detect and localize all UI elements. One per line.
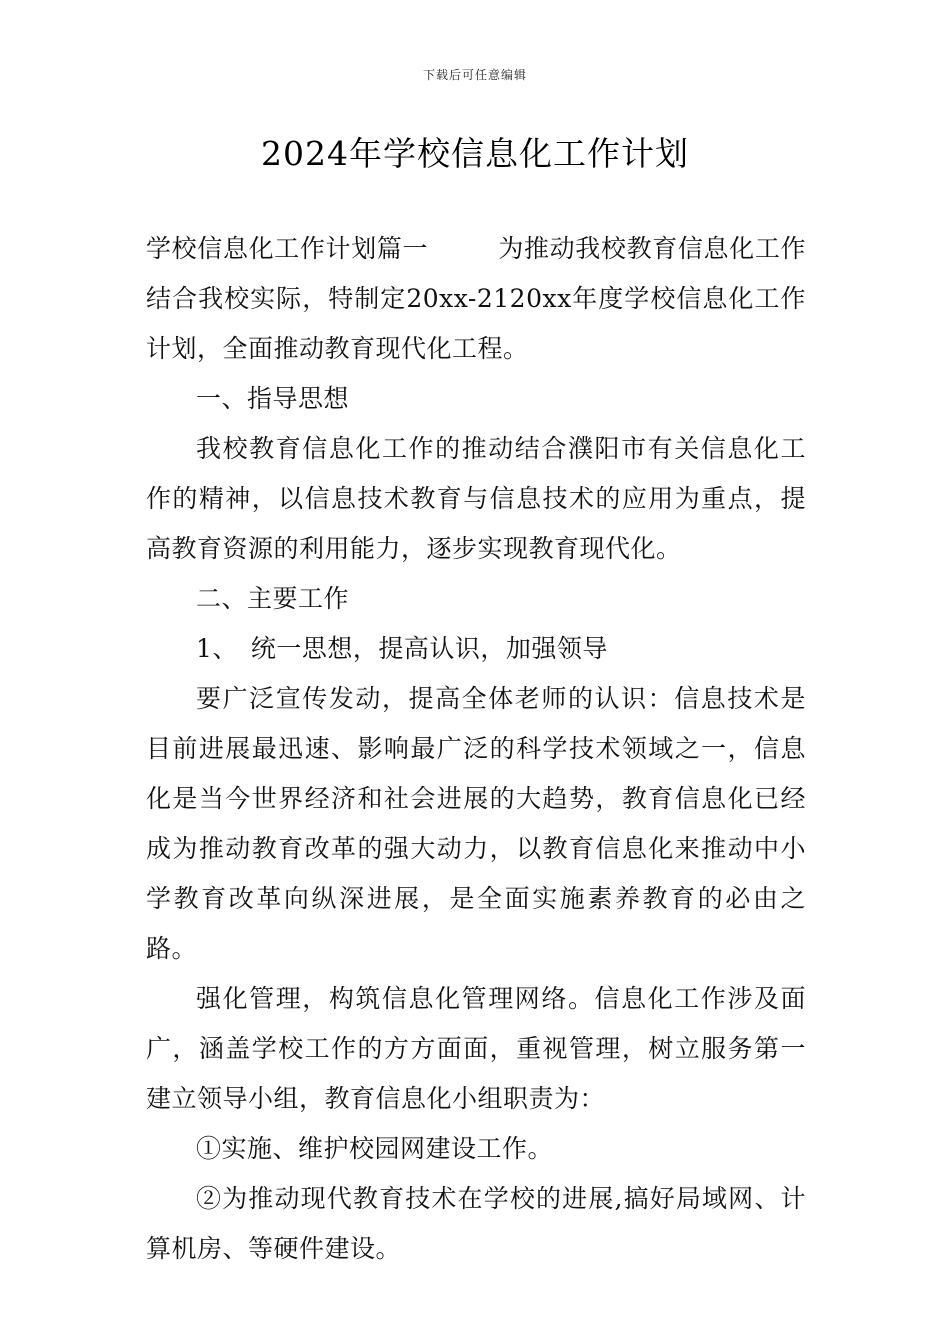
document-title: 2024年学校信息化工作计划 <box>261 134 689 173</box>
intro-heading: 学校信息化工作计划篇一 <box>146 234 429 263</box>
item1-heading: 1、 统一思想，提高认识，加强领导 <box>196 634 608 663</box>
header-note: 下载后可任意编辑 <box>422 68 527 82</box>
management-paragraph: 强化管理，构筑信息化管理网络。信息化工作涉及面广，涵盖学校工作的方方面面，重视管理，树立服务第一建立领导小组，教育信息化小组职责为： <box>146 984 806 1113</box>
section1-heading: 一、指导思想 <box>196 384 350 413</box>
intro-text: 为推动我校教育信息化工作结合我校实际，特制定20xx-2120xx年度学校信息化工作计划，全面推动教育现代化工程。 <box>146 234 806 363</box>
section1-paragraph: 我校教育信息化工作的推动结合濮阳市有关信息化工作的精神，以信息技术教育与信息技术的应用为重点，提高教育资源的利用能力，逐步实现教育现代化。 <box>146 434 806 563</box>
duty-item-2: ②为推动现代教育技术在学校的进展,搞好局域网、计算机房、等硬件建设。 <box>146 1184 806 1263</box>
section2-heading: 二、主要工作 <box>196 584 350 613</box>
duty-item-1: ①实施、维护校园网建设工作。 <box>196 1134 554 1163</box>
intro-paragraph <box>146 224 806 374</box>
document-body <box>146 224 806 1274</box>
item1-paragraph: 要广泛宣传发动，提高全体老师的认识：信息技术是目前进展最迅速、影响最广泛的科学技术领域之一，信息化是当今世界经济和社会进展的大趋势，教育信息化已经成为推动教育改革的强大动力，以教育信息化来推动中小学教育改革向纵深进展，是全面实施素养教育的必由之路。 <box>146 684 806 963</box>
